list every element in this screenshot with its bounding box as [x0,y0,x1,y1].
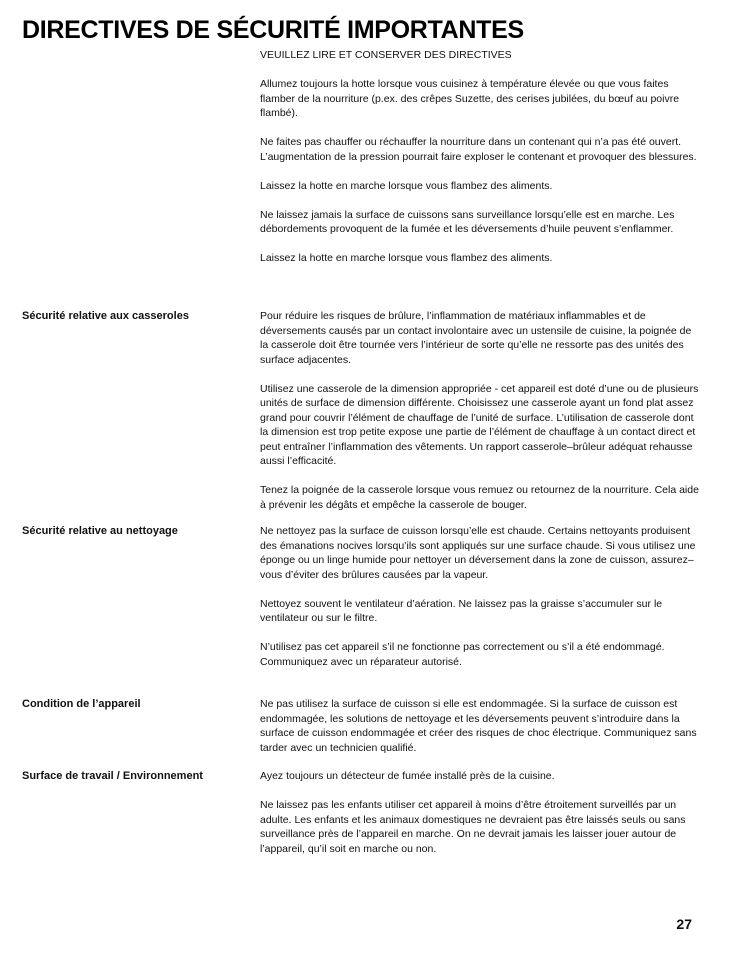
page-number: 27 [676,916,692,932]
intro-paragraph: Allumez toujours la hotte lorsque vous cuisinez à température élevée ou que vous faites flamber de la nourriture (p.ex. des crêpes Suzette, des cerises jubilées, du bœuf au poivre flambé). [260,78,680,119]
section-label: Surface de travail / Environnement [22,770,203,782]
section-label: Sécurité relative aux casseroles [22,310,189,322]
section-paragraph: Ayez toujours un détecteur de fumée installé près de la cuisine. [260,770,555,782]
section-label: Sécurité relative au nettoyage [22,525,178,537]
intro-paragraph: Laissez la hotte en marche lorsque vous flambez des aliments. [260,179,553,192]
page-title: DIRECTIVES DE SÉCURITÉ IMPORTANTES [22,16,524,44]
section-paragraph: Ne nettoyez pas la surface de cuisson lorsqu’elle est chaude. Certains nettoyants produisent des émanations nocives lorsqu’ils sont appliqués sur une surface chaude. Si vous utilisez une éponge ou un linge humide pour nettoyer un déversement dans la zone de cuisson, assurez–vous d’éviter des brûlures causées par la vapeur. [260,525,696,581]
section-paragraph: Nettoyez souvent le ventilateur d’aération. Ne laissez pas la graisse s’accumuler sur le ventilateur ou sur le filtre. [260,597,663,624]
section-paragraph: Ne pas utilisez la surface de cuisson si elle est endommagée. Si la surface de cuisson est endommagée, les solutions de nettoyage et les déversements peuvent s’introduire dans la surface de cuisson endommagée et créer des risques de choc électrique. Communiquez sans tarder avec un technicien qualifié. [260,698,697,754]
section-label: Condition de l’appareil [22,698,141,710]
intro-paragraph: Ne laissez jamais la surface de cuissons sans surveillance lorsqu’elle est en marche. Les débordements provoquent de la fumée et les déversements d’huile peuvent s’enflammer. [260,208,675,235]
intro-block [260,48,700,280]
section-paragraph: Utilisez une casserole de la dimension appropriée - cet appareil est doté d’une ou de plusieurs unités de surface de dimension différente. Choisissez une casserole ayant un fond plat assez grand pour couvrir l’élément de chauffage de l’unité de surface. L’utilisation de casserole dont la dimension est trop petite expose une partie de l’élément de chauffage à un contact direct et peut entraîner l’inflammation des vêtements. Un rapport casserole–brûleur adéquat rehausse aussi l’efficacité. [260,382,699,467]
section-paragraph: Tenez la poignée de la casserole lorsque vous remuez ou retournez de la nourriture. Cela aide à prévenir les dégâts et empêche la casserole de bouger. [260,484,699,511]
intro-paragraph: Laissez la hotte en marche lorsque vous flambez des aliments. [260,252,553,264]
section-body [260,769,700,871]
section-paragraph: Ne laissez pas les enfants utiliser cet appareil à moins d’être étroitement surveillés par un adulte. Les enfants et les animaux domestiques ne devraient pas être laissés seuls ou sans surveillance près de l’appareil en marche. On ne devrait jamais les laisser jouer autour de l’appareil, qu’il soit en marche ou non. [260,799,686,855]
intro-heading: VEUILLEZ LIRE ET CONSERVER DES DIRECTIVES [260,49,512,61]
section-body [260,524,700,684]
section-body [260,309,700,527]
section-paragraph: Pour réduire les risques de brûlure, l’inflammation de matériaux inflammables et de déversements causés par un contact involontaire avec un ustensile de cuisine, la poignée de la casserole doit être tournée vers l’intérieur de sorte qu’elle ne ressorte pas des unités des surface adjacentes. [260,310,692,366]
section-body [260,697,700,770]
intro-paragraph: Ne faites pas chauffer ou réchauffer la nourriture dans un contenant qui n’a pas été ouvert. L’augmentation de la pression pourrait faire exploser le contenant et provoquer des blessures. [260,136,697,163]
section-paragraph: N’utilisez pas cet appareil s’il ne fonctionne pas correctement ou s’il a été endommagé. Communiquez avec un réparateur autorisé. [260,641,665,668]
